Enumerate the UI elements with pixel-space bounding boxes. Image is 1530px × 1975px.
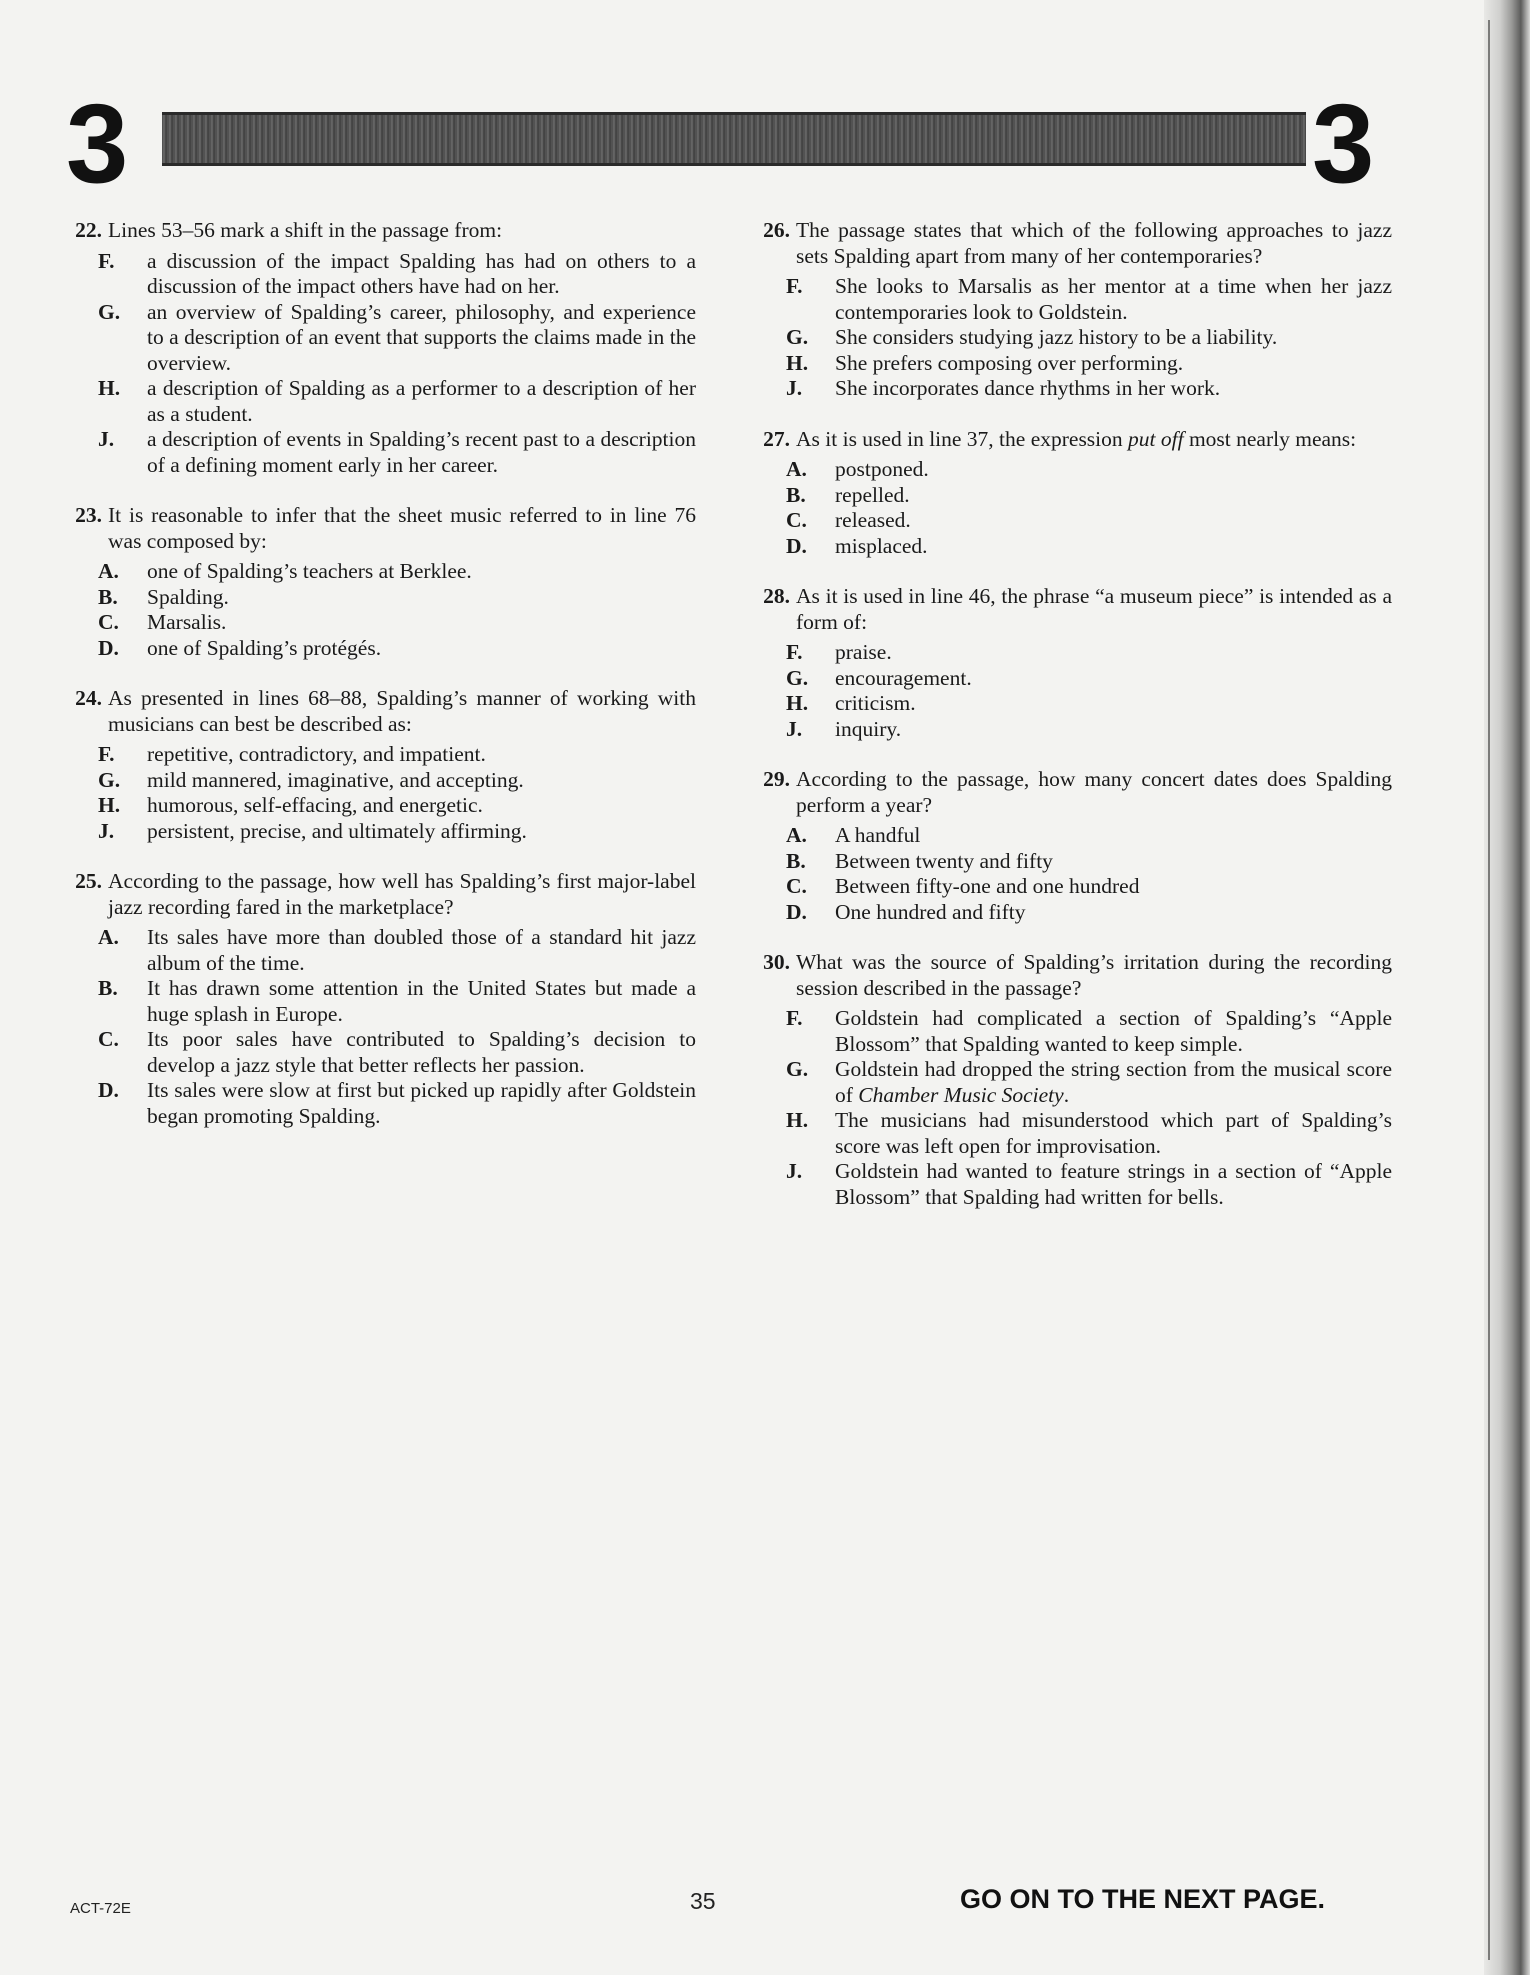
option-text-part: . xyxy=(1063,1082,1070,1107)
answer-option[interactable] xyxy=(60,585,696,611)
answer-options xyxy=(748,823,1392,925)
option-label: G. xyxy=(786,325,809,349)
option-label: H. xyxy=(786,350,809,375)
question-26 xyxy=(748,218,1392,402)
answer-option[interactable] xyxy=(60,793,696,819)
option-text: a description of Spalding as a performer to a description of her as a student. xyxy=(147,376,696,426)
answer-options xyxy=(748,457,1392,559)
option-label: A. xyxy=(786,457,807,481)
question-text xyxy=(796,427,1392,453)
question-29 xyxy=(748,767,1392,925)
page-edge-line xyxy=(1488,20,1490,1960)
question-text: According to the passage, how well has Spalding’s first major-label jazz recording fared in the marketplace? xyxy=(108,869,696,919)
option-label: G. xyxy=(786,1057,809,1081)
answer-option[interactable] xyxy=(60,742,696,768)
option-text: repelled. xyxy=(835,482,910,507)
option-text: Spalding. xyxy=(147,584,229,609)
page-number: 35 xyxy=(690,1888,716,1914)
option-text: A handful xyxy=(835,823,921,847)
question-text: The passage states that which of the following approaches to jazz sets Spalding apart from many of her contemporaries? xyxy=(796,218,1392,268)
answer-option[interactable] xyxy=(748,666,1392,692)
section-number-right: 3 xyxy=(1312,81,1375,206)
option-label: F. xyxy=(786,640,803,664)
option-label: C. xyxy=(786,874,807,898)
question-number: 27. xyxy=(763,426,790,451)
option-text: a discussion of the impact Spalding has had on others to a discussion of the impact others have had on her. xyxy=(147,248,696,298)
option-text: one of Spalding’s protégés. xyxy=(147,635,382,660)
option-text: It has drawn some attention in the United States but made a huge splash in Europe. xyxy=(147,976,696,1026)
question-number: 24. xyxy=(75,686,102,710)
option-label: A. xyxy=(786,823,807,847)
answer-option[interactable] xyxy=(748,717,1392,743)
answer-option[interactable] xyxy=(748,900,1392,926)
option-label: A. xyxy=(98,925,119,949)
option-label: J. xyxy=(98,427,115,451)
option-text-part: Goldstein had dropped the string section from the musical score of xyxy=(835,1057,1392,1107)
answer-option[interactable] xyxy=(748,823,1392,849)
answer-option[interactable] xyxy=(748,691,1392,717)
answer-option[interactable] xyxy=(748,457,1392,483)
question-stem xyxy=(60,218,696,244)
form-code: ACT-72E xyxy=(70,1900,131,1917)
answer-option[interactable] xyxy=(60,1078,696,1129)
question-number: 23. xyxy=(75,503,102,527)
option-text: She considers studying jazz history to be a liability. xyxy=(835,325,1278,349)
option-label: F. xyxy=(786,1006,803,1030)
option-label: H. xyxy=(98,793,121,817)
answer-option[interactable] xyxy=(60,976,696,1027)
answer-option[interactable] xyxy=(60,819,696,845)
answer-options xyxy=(60,742,696,844)
answer-option[interactable] xyxy=(748,274,1392,325)
left-column xyxy=(60,218,696,1154)
section-header-bar xyxy=(162,112,1306,166)
option-text: encouragement. xyxy=(835,665,972,690)
option-text: Goldstein had wanted to feature strings in a section of “Apple Blossom” that Spalding had written for bells. xyxy=(835,1159,1392,1209)
option-label: J. xyxy=(786,716,803,741)
answer-option[interactable] xyxy=(748,483,1392,509)
answer-options xyxy=(60,559,696,661)
question-text-part: most nearly means: xyxy=(1183,426,1357,451)
option-label: G. xyxy=(98,767,121,792)
option-text: Between fifty-one and one hundred xyxy=(835,874,1140,898)
answer-option[interactable] xyxy=(60,610,696,636)
answer-option[interactable] xyxy=(748,325,1392,351)
question-number: 28. xyxy=(763,584,790,608)
answer-option[interactable] xyxy=(748,1108,1392,1159)
option-label: J. xyxy=(786,1159,803,1183)
option-text: praise. xyxy=(835,640,892,664)
question-stem xyxy=(748,218,1392,269)
answer-option[interactable] xyxy=(748,1159,1392,1210)
option-text: released. xyxy=(835,508,911,532)
answer-options xyxy=(748,1006,1392,1210)
question-28 xyxy=(748,584,1392,742)
option-label: H. xyxy=(98,376,121,400)
option-text: repetitive, contradictory, and impatient. xyxy=(147,742,486,766)
answer-option[interactable] xyxy=(748,849,1392,875)
option-text xyxy=(827,1057,1392,1108)
option-text: Between twenty and fifty xyxy=(835,848,1053,873)
question-stem xyxy=(60,686,696,737)
question-number: 26. xyxy=(763,218,790,242)
option-label: A. xyxy=(98,559,119,583)
section-number-left: 3 xyxy=(66,81,129,206)
question-text-part: As it is used in line 37, the expression xyxy=(796,426,1129,451)
option-text: The musicians had misunderstood which part of Spalding’s score was left open for improvisation. xyxy=(835,1108,1392,1158)
option-text: an overview of Spalding’s career, philosophy, and experience to a description of an event that supports the claims made in the overview. xyxy=(147,299,696,375)
option-text-italic: Chamber Music Society xyxy=(858,1082,1064,1107)
option-label: J. xyxy=(98,818,115,843)
option-text: Its sales were slow at first but picked up rapidly after Goldstein began promoting Spalding. xyxy=(147,1078,696,1128)
option-text: She incorporates dance rhythms in her work. xyxy=(835,376,1221,400)
option-label: F. xyxy=(98,248,115,273)
question-stem xyxy=(748,427,1392,453)
option-text: mild mannered, imaginative, and accepting. xyxy=(147,767,524,792)
option-text: She prefers composing over performing. xyxy=(835,350,1184,375)
question-27 xyxy=(748,427,1392,560)
option-label: B. xyxy=(98,584,118,609)
answer-options xyxy=(60,925,696,1129)
option-label: D. xyxy=(786,899,807,924)
question-text: According to the passage, how many concert dates does Spalding perform a year? xyxy=(796,767,1392,817)
question-text: Lines 53–56 mark a shift in the passage from: xyxy=(108,218,503,242)
question-stem xyxy=(748,950,1392,1001)
answer-option[interactable] xyxy=(748,508,1392,534)
option-text: persistent, precise, and ultimately affirming. xyxy=(147,818,527,843)
option-text: One hundred and fifty xyxy=(835,899,1026,924)
next-page-notice: GO ON TO THE NEXT PAGE. xyxy=(960,1884,1326,1914)
question-text: As presented in lines 68–88, Spalding’s manner of working with musicians can best be described as: xyxy=(108,686,696,736)
option-label: G. xyxy=(786,665,809,690)
answer-option[interactable] xyxy=(60,559,696,585)
option-label: D. xyxy=(98,635,119,660)
option-text: inquiry. xyxy=(835,716,902,741)
question-text: It is reasonable to infer that the sheet music referred to in line 76 was composed by: xyxy=(108,503,696,553)
option-label: F. xyxy=(98,742,115,766)
answer-options xyxy=(748,640,1392,742)
answer-option[interactable] xyxy=(748,640,1392,666)
option-label: B. xyxy=(98,976,118,1000)
question-number: 22. xyxy=(75,218,102,242)
answer-option[interactable] xyxy=(60,1027,696,1078)
question-text: What was the source of Spalding’s irritation during the recording session described in the passage? xyxy=(796,950,1392,1000)
answer-option[interactable] xyxy=(60,300,696,377)
option-text: misplaced. xyxy=(835,533,928,558)
option-label: B. xyxy=(786,482,806,507)
question-number: 29. xyxy=(763,767,790,791)
option-text: humorous, self-effacing, and energetic. xyxy=(147,793,483,817)
option-text: Goldstein had complicated a section of Spalding’s “Apple Blossom” that Spalding wanted to keep simple. xyxy=(835,1006,1392,1056)
answer-options xyxy=(60,249,696,479)
answer-option[interactable] xyxy=(60,636,696,662)
option-text: Its sales have more than doubled those of a standard hit jazz album of the time. xyxy=(147,925,696,975)
question-number: 25. xyxy=(75,869,102,893)
option-text: one of Spalding’s teachers at Berklee. xyxy=(147,559,472,583)
answer-option[interactable] xyxy=(748,351,1392,377)
option-label: D. xyxy=(786,533,807,558)
question-stem xyxy=(60,869,696,920)
question-stem xyxy=(60,503,696,554)
answer-option[interactable] xyxy=(60,768,696,794)
option-text: criticism. xyxy=(835,691,916,715)
answer-option[interactable] xyxy=(748,1057,1392,1108)
question-number: 30. xyxy=(763,950,790,974)
question-stem xyxy=(748,767,1392,818)
answer-option[interactable] xyxy=(748,376,1392,402)
option-text: Its poor sales have contributed to Spalding’s decision to develop a jazz style that better reflects her passion. xyxy=(147,1027,696,1077)
option-text: a description of events in Spalding’s recent past to a description of a defining moment early in her career. xyxy=(147,427,696,477)
option-text: postponed. xyxy=(835,457,929,481)
option-text: Marsalis. xyxy=(147,610,227,634)
option-label: J. xyxy=(786,376,803,400)
option-text: She looks to Marsalis as her mentor at a time when her jazz contemporaries look to Goldstein. xyxy=(835,274,1392,324)
answer-option[interactable] xyxy=(60,427,696,478)
option-label: H. xyxy=(786,691,809,715)
right-column xyxy=(748,218,1392,1235)
option-label: F. xyxy=(786,274,803,298)
answer-option[interactable] xyxy=(748,534,1392,560)
option-label: C. xyxy=(786,508,807,532)
option-label: H. xyxy=(786,1108,809,1132)
question-22 xyxy=(60,218,696,478)
question-text: As it is used in line 46, the phrase “a museum piece” is intended as a form of: xyxy=(796,584,1392,634)
question-23 xyxy=(60,503,696,661)
answer-option[interactable] xyxy=(60,925,696,976)
question-text-italic: put off xyxy=(1128,426,1184,451)
answer-option[interactable] xyxy=(748,1006,1392,1057)
question-24 xyxy=(60,686,696,844)
question-stem xyxy=(748,584,1392,635)
option-label: G. xyxy=(98,299,121,324)
option-label: B. xyxy=(786,848,806,873)
question-30 xyxy=(748,950,1392,1210)
question-25 xyxy=(60,869,696,1129)
answer-option[interactable] xyxy=(60,249,696,300)
option-label: C. xyxy=(98,610,119,634)
option-label: D. xyxy=(98,1078,119,1102)
answer-options xyxy=(748,274,1392,402)
page-edge-shadow xyxy=(1484,0,1530,1975)
answer-option[interactable] xyxy=(748,874,1392,900)
option-label: C. xyxy=(98,1027,119,1051)
answer-option[interactable] xyxy=(60,376,696,427)
